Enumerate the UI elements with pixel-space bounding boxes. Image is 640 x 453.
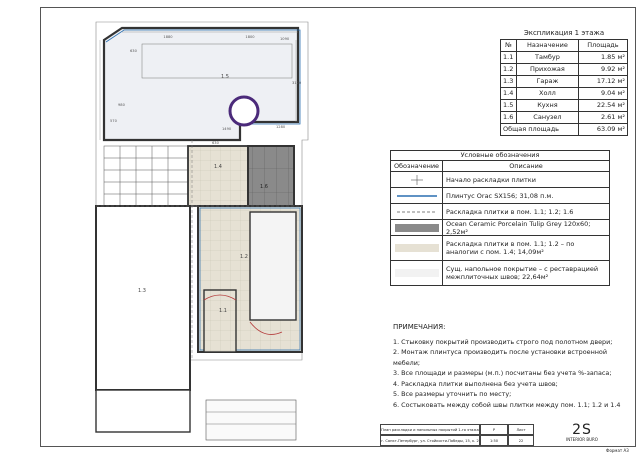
- row-number: 1.3: [501, 76, 517, 88]
- dim-3: 630: [130, 49, 137, 53]
- stairs: [104, 146, 188, 206]
- legend-row: [391, 236, 609, 261]
- address: г. Санкт-Петербург, ул. Стойкости-Победы, 15, к. 2: [380, 435, 480, 446]
- explication-header-row: [501, 40, 628, 52]
- logo-mark: 2S: [572, 422, 592, 438]
- plinth-line-icon: [395, 191, 439, 201]
- legend-row: [391, 220, 609, 236]
- total-label: Общая площадь: [501, 124, 579, 136]
- sheet-label: Лист: [508, 424, 534, 435]
- sheet-format: Формат А3: [606, 448, 629, 453]
- room-label-1-1: 1.1: [219, 308, 227, 314]
- stage: Р: [480, 424, 508, 435]
- row-number: 1.5: [501, 100, 517, 112]
- explication-title: Экспликация 1 этажа: [523, 29, 605, 37]
- room-label-1-3: 1.3: [138, 288, 146, 294]
- start-marker-icon: [395, 175, 439, 185]
- room-label-1-4: 1.4: [214, 164, 222, 170]
- grey-tile-swatch-icon: [395, 224, 439, 232]
- row-name: Прихожая: [517, 64, 579, 76]
- room-1-4: [188, 146, 248, 206]
- table-row: [501, 52, 628, 64]
- legend-header: [391, 161, 609, 172]
- dim-5: 570: [110, 119, 117, 123]
- legend-desc: Плинтус Orac SX156; 31,08 п.м.: [446, 191, 554, 200]
- note-item: 5. Все размеры уточнить по месту;: [393, 390, 512, 398]
- note-item: 4. Раскладка плитки выполнена без учета швов;: [393, 379, 558, 388]
- table-row: [501, 64, 628, 76]
- room-label-1-6: 1.6: [260, 184, 268, 190]
- table-row: [501, 112, 628, 124]
- row-area: 9.04 м²: [578, 88, 627, 100]
- row-area: 1.85 м²: [578, 52, 627, 64]
- note-item: 2. Монтаж плинтуса производить после установки встроенной мебели;: [393, 348, 607, 367]
- legend-desc: Ocean Ceramic Porcelain Tulip Grey 120х60; 2,52м²: [446, 219, 591, 236]
- row-name: Гараж: [517, 76, 579, 88]
- legend-desc: Раскладка плитки в пом. 1.1; 1.2; 1.6: [446, 207, 574, 216]
- dim-2: 1800: [245, 35, 255, 39]
- row-name: Санузел: [517, 112, 579, 124]
- row-name: Тамбур: [517, 52, 579, 64]
- room-label-1-5: 1.5: [221, 74, 229, 80]
- sheet-title: План раскладки и напольных покрытий 1-го этажа: [380, 424, 480, 435]
- legend-col-symbol: Обозначение: [391, 161, 443, 171]
- row-number: 1.2: [501, 64, 517, 76]
- col-area: Площадь: [578, 40, 627, 52]
- dim-6: 980: [118, 103, 125, 107]
- notes-title: ПРИМЕЧАНИЯ:: [393, 323, 446, 331]
- legend-desc: Сущ. напольное покрытие – с реставрацией межплиточных швов; 22,64м²: [446, 265, 599, 281]
- logo-name: INTERIOR BURO: [566, 437, 598, 442]
- total-row: [501, 124, 628, 136]
- room-1-3: [96, 206, 190, 390]
- beige-tile-swatch-icon: [395, 244, 439, 252]
- light-floor-swatch-icon: [395, 269, 439, 277]
- legend-row: [391, 261, 609, 285]
- room-1-5: [104, 28, 298, 140]
- row-area: 9.92 м²: [578, 64, 627, 76]
- legend-desc: Раскладка плитки в пом. 1.1; 1.2 – по аналогии с пом. 1.4; 14,09м²: [446, 240, 575, 256]
- scale: 1:50: [480, 435, 508, 446]
- column-circle: [230, 97, 258, 125]
- legend-title: Условные обозначения: [391, 151, 609, 161]
- table-row: [501, 76, 628, 88]
- dim-9: 1490: [222, 127, 232, 131]
- explication-table: [500, 28, 628, 136]
- notes-block: [393, 322, 623, 410]
- row-number: 1.1: [501, 52, 517, 64]
- note-item: 3. Все площади и размеры (м.п.) посчитаны без учета %-запаса;: [393, 369, 612, 377]
- dim-8: 1280: [276, 125, 286, 129]
- row-area: 22.54 м²: [578, 100, 627, 112]
- table-row: [501, 100, 628, 112]
- legend-row: [391, 188, 609, 204]
- dim-4: 1090: [280, 37, 290, 41]
- room-label-1-2: 1.2: [240, 254, 248, 260]
- note-item: 6. Состыковать между собой швы плитки между пом. 1.1; 1.2 и 1.4: [393, 400, 621, 409]
- dim-1: 1880: [163, 35, 173, 39]
- col-number: №: [501, 40, 517, 52]
- dim-10: 630: [212, 141, 219, 145]
- dashed-line-icon: [395, 207, 439, 217]
- row-name: Холл: [517, 88, 579, 100]
- company-logo: [560, 423, 604, 442]
- sheet-number: 22: [508, 435, 534, 446]
- legend-row: [391, 172, 609, 188]
- row-number: 1.6: [501, 112, 517, 124]
- dim-7: 3120: [292, 81, 302, 85]
- total-area: 63.09 м²: [578, 124, 627, 136]
- legend-table: [390, 150, 610, 286]
- legend-row: [391, 204, 609, 220]
- table-row: [501, 88, 628, 100]
- col-purpose: Назначение: [517, 40, 579, 52]
- legend-col-desc: Описание: [509, 162, 543, 170]
- room-1-1: [204, 290, 236, 352]
- note-item: 1. Стыковку покрытий производить строго под полотном двери;: [393, 337, 613, 346]
- row-number: 1.4: [501, 88, 517, 100]
- room-1-6: [248, 146, 294, 206]
- legend-desc: Начало раскладки плитки: [446, 175, 536, 184]
- row-area: 2.61 м²: [578, 112, 627, 124]
- row-name: Кухня: [517, 100, 579, 112]
- row-area: 17.12 м²: [578, 76, 627, 88]
